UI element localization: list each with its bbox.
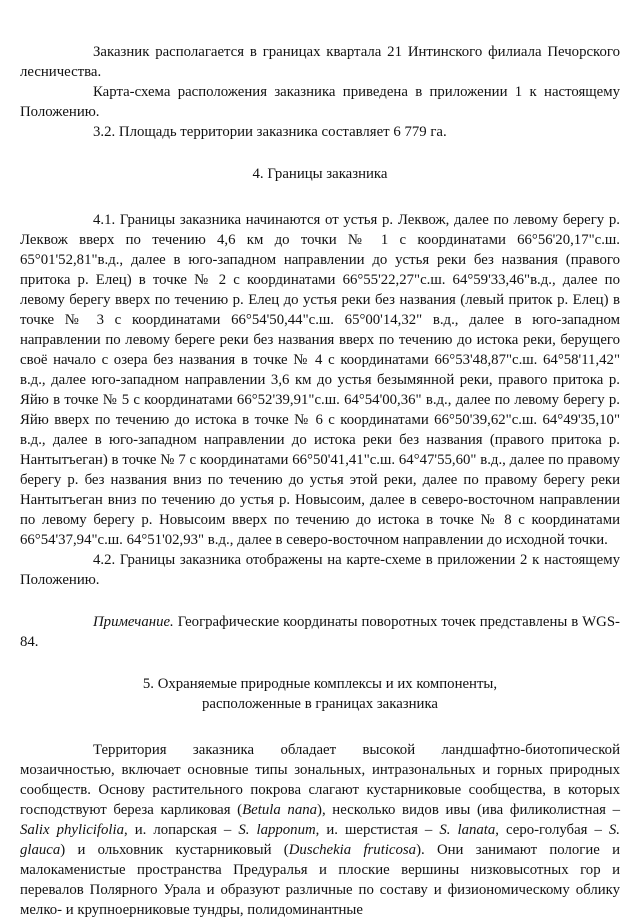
text-run: , и. лопарская – <box>124 822 239 838</box>
species-name: Salix phylicifolia <box>20 822 124 838</box>
text-run: ) и ольховник кустарниковый ( <box>60 842 289 858</box>
note-label: Примечание. <box>93 614 174 630</box>
spacer <box>20 590 620 612</box>
species-name: Betula nana <box>242 802 318 818</box>
note-text: Географические координаты поворотных точек представлены в WGS-84. <box>20 614 620 650</box>
text-run: , серо-голубая – <box>495 822 609 838</box>
section4-paragraph-boundaries: 4.1. Границы заказника начинаются от устья р. Леквож, далее по левому берегу р. Леквож вверх по течению 4,6 км до точки № 1 с координатами 66°56'20,17"с.ш. 65°01'52,81"в.д., далее в юго-западном направлении до устья реки без названия (правого притока р. Елец) в точке № 2 с координатами 66°55'22,27"с.ш. 64°59'33,46"в.д., далее по левому берегу вверх по течению р. Елец до устья реки без названия (левый приток р. Елец) в точке № 3 с координатами 66°54'50,44"с.ш. 65°00'14,32" в.д., далее в юго-западном направлении по левому береге реки без названия вверх по течению до истока реки, берущего своё начало с озера без названия в точке № 4 с координатами 66°53'48,87"с.ш. 64°58'11,42" в.д., далее юго-западном направлении 3,6 км до устья безымянной реки, правого притока р. Яйю в точке № 5 с координатами 66°52'39,91"с.ш. 64°54'00,36" в.д., далее по левому берегу р. Яйю вверх по течению до истока в точке № 6 с координатами 66°50'39,62"с.ш. 64°49'35,10" в.д., далее в юго-западном направлении до истока реки без названия (правого притока р. Нантытъеган) в точке № 7 с координатами 66°50'41,41"с.ш. 64°47'55,60" в.д., далее по правому берегу р. без названия вниз по течению до устья этой реки, далее по правому берегу реки Нантытъеган вниз по течению до устья р. Новысоим, далее в северо-восточном направлении по левому берегу р. Новысоим вверх по течению до истока в точке № 8 с координатами 66°54'37,94"с.ш. 64°51'02,93" в.д., далее в северо-восточном направлении до исходной точки. <box>20 212 620 548</box>
spacer <box>20 652 620 674</box>
section5-heading-line1: 5. Охраняемые природные комплексы и их компоненты, <box>142 676 498 692</box>
text-run: , и. шерстистая – <box>315 822 440 838</box>
species-name: S. lapponum <box>238 822 316 838</box>
species-name: S. glauca <box>20 822 620 858</box>
species-name: S. lanata <box>439 822 496 838</box>
section4-paragraph-map-reference: 4.2. Границы заказника отображены на карте-схеме в приложении 2 к настоящему Положению. <box>20 552 620 588</box>
section4-heading: 4. Границы заказника <box>252 166 388 182</box>
text-run: Территория заказника обладает высокой ландшафтно-биотопической мозаичностью, включает основные типы зональных, интразональных и горных природных сообществ. Основу растительного покрова слагают кустарниковые сообщества, в которых господствуют береза карликовая ( <box>20 742 620 818</box>
section3-paragraph-map: Карта-схема расположения заказника приведена в приложении 1 к настоящему Положению. <box>20 84 620 120</box>
section5-paragraph-landscape <box>20 740 620 920</box>
spacer <box>20 184 620 210</box>
section3-paragraph-location: Заказник располагается в границах квартала 21 Интинского филиала Печорского лесничества. <box>20 44 620 80</box>
text-run: ). Они занимают пологие и малокаменистые пространства Предуралья и плоские вершины низковысотных гор и перевалов Полярного Урала и образуют различные по составу и физиономическому облику мелко- и крупноерниковые тундры, полидоминантные <box>20 842 621 918</box>
note-paragraph <box>20 612 620 652</box>
spacer <box>20 714 620 740</box>
species-name: Duschekia fruticosa <box>288 842 417 858</box>
section5-heading-line2: расположенные в границах заказника <box>201 696 438 712</box>
text-run: ), несколько видов ивы (ива филиколистная – <box>317 802 621 818</box>
section3-paragraph-area: 3.2. Площадь территории заказника составляет 6 779 га. <box>93 124 447 140</box>
spacer <box>20 142 620 164</box>
